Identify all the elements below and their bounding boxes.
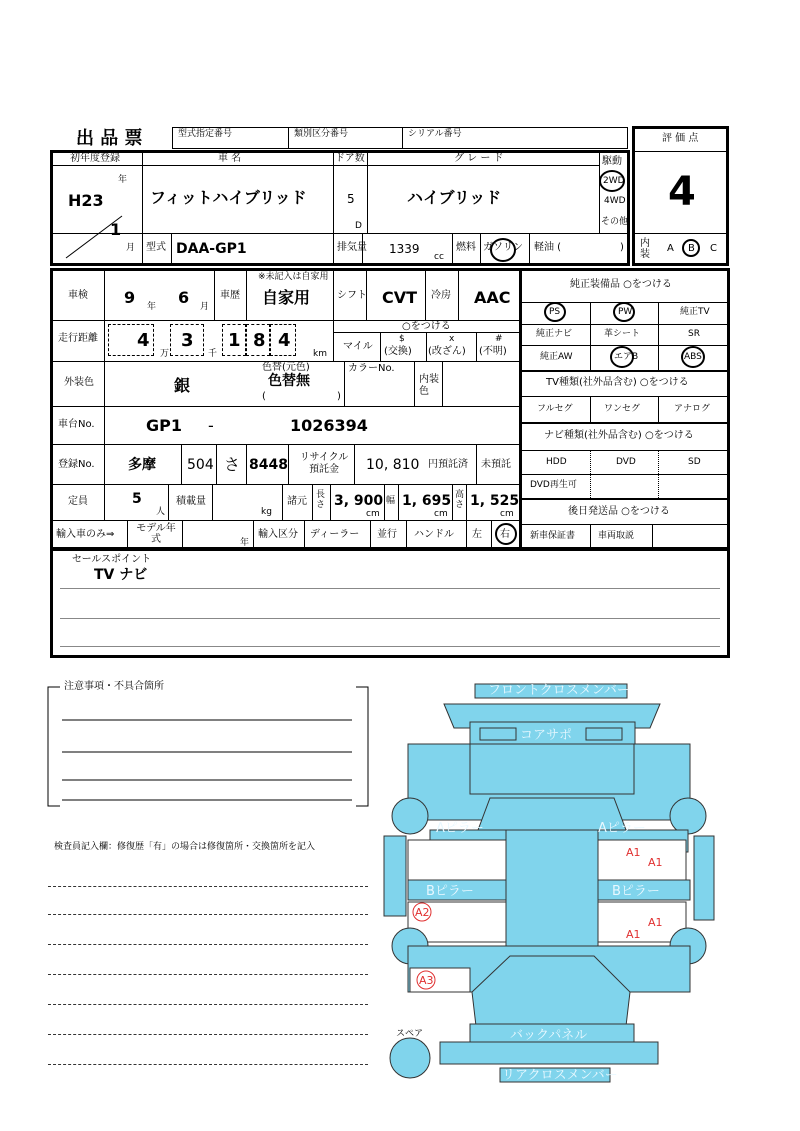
navi-dvd-play: DVD再生可 [530, 480, 577, 490]
damage-a1-3: A1 [648, 916, 663, 929]
width-unit: cm [434, 509, 448, 519]
later-manual: 車両取説 [598, 531, 635, 541]
sheet-title: 出 品 票 [76, 128, 143, 149]
floor-roof [506, 830, 598, 950]
spec-label: 諸元 [287, 496, 307, 507]
car-body-diagram [380, 680, 720, 1090]
fuel-label: 燃料 [456, 242, 476, 253]
score-label: 評 価 点 [662, 133, 699, 144]
spare-tire [390, 1038, 430, 1078]
mileage-digit-3: 1 [228, 330, 241, 351]
equip-leather: 革シート [604, 329, 641, 339]
drive-circle [599, 170, 625, 192]
spare-label: スペア [396, 1029, 424, 1039]
int-grade-c: C [710, 243, 717, 254]
history-label: 車歴 [220, 290, 240, 301]
fuel-light-oil-end: ) [620, 242, 624, 253]
history: 自家用 [262, 288, 311, 307]
shift-label: シフト [337, 290, 367, 301]
capacity-label: 定員 [68, 496, 88, 507]
mileage-digit-2: 3 [181, 330, 194, 351]
rear-cross-label: リアクロスメンバー [502, 1068, 618, 1083]
equip-abs: ABS [684, 352, 702, 362]
history-note: ※未記入は自家用 [258, 272, 329, 282]
handle-circle [495, 523, 517, 545]
capacity-unit: 人 [156, 507, 166, 517]
import-class-label: 輸入区分 [258, 529, 298, 540]
a-pillar-right-label: Aピラー [598, 821, 646, 836]
fuel-gasoline: ガソリン [483, 242, 523, 253]
displacement: 1339 [389, 242, 420, 256]
equip-navi: 純正ナビ [536, 329, 573, 339]
interior-grade-label: 内装 [640, 238, 650, 260]
equip-pw-circle [613, 302, 635, 322]
class-no-label: 類別区分番号 [294, 129, 349, 139]
door-label: ドア数 [335, 153, 365, 164]
inspection-year-unit: 年 [147, 302, 157, 312]
mileage-exchange-sym: $ [399, 334, 405, 344]
mileage-tamper-sym: x [449, 334, 455, 344]
right-side-outer [694, 836, 714, 920]
mileage-tamper: (改ざん) [428, 346, 466, 357]
damage-a1-4: A1 [626, 928, 641, 941]
mileage-unknown: (不明) [479, 346, 507, 357]
inspection-month: 6 [178, 288, 190, 307]
height-unit: cm [500, 509, 514, 519]
recycle-unit: 円預託済 [428, 459, 468, 470]
mileage-unit-man: 万 [160, 349, 170, 359]
grade-label: グ レ ー ド [454, 153, 504, 164]
navi-hdd: HDD [546, 457, 567, 467]
chassis-number: 1026394 [290, 416, 368, 435]
equip-tv: 純正TV [680, 307, 710, 317]
int-grade-a: A [667, 243, 674, 254]
damage-a1-2: A1 [648, 856, 663, 869]
inspection-label: 車検 [68, 290, 88, 301]
drive-2wd: 2WD [603, 176, 625, 186]
sales-point-label: セールスポイント [72, 554, 152, 565]
mileage-exchange: (交換) [384, 346, 412, 357]
door-suffix: D [355, 221, 362, 231]
ac-label: 冷房 [431, 290, 451, 301]
chassis-prefix: GP1 [146, 416, 182, 435]
fuel-light-oil: 軽油 ( [534, 242, 562, 253]
front-right-wheel [670, 798, 706, 834]
equip-airbag: エアB [614, 352, 639, 362]
car-name-label: 車 名 [218, 153, 242, 164]
drive-other: その他 [601, 217, 629, 227]
inspection-month-unit: 月 [200, 302, 210, 312]
doors: 5 [347, 192, 355, 206]
b-pillar-left-label: Bピラー [426, 884, 474, 899]
length: 3, 900 [334, 493, 384, 509]
mileage-unit-km: km [313, 349, 327, 359]
tv-analog: アナログ [674, 404, 711, 414]
left-side-outer [384, 836, 406, 916]
inspection-year: 9 [124, 288, 136, 307]
first-reg-month: 1 [110, 220, 122, 239]
equip-pw: PW [618, 307, 633, 317]
color-paren-r: ) [337, 391, 341, 402]
mileage-digit-5: 4 [278, 330, 291, 351]
color-change-label: 色替(元色) [262, 362, 310, 373]
color-value: 銀 [174, 376, 191, 395]
drive-4wd: 4WD [604, 196, 626, 206]
int-grade-b: B [688, 243, 695, 254]
notes-bracket [46, 686, 370, 808]
damage-a2: A2 [415, 906, 430, 919]
mileage-circle-note: ○をつける [402, 321, 451, 332]
handle-label: ハンドル [414, 529, 454, 540]
navi-title: ナビ種類(社外品含む) ○をつける [544, 430, 694, 441]
fuel-circle [490, 238, 516, 262]
interior-color-label: 内装色 [419, 374, 439, 397]
sales-point-text: TV ナビ [94, 567, 148, 583]
width-label: 幅 [386, 496, 396, 506]
equip-sr: SR [688, 329, 700, 339]
model-year-label: モデル年式 [136, 523, 176, 545]
displacement-unit: cc [434, 252, 444, 262]
displacement-label: 排気量 [337, 242, 367, 253]
mileage-mile: マイル [343, 341, 373, 352]
recycle-label: リサイクル預託金 [299, 452, 349, 475]
chassis-label: 車台No. [58, 419, 95, 430]
equip-ps-circle [544, 302, 566, 322]
color-paren-l: ( [262, 391, 266, 402]
damage-a3: A3 [419, 974, 434, 987]
color-change: 色替無 [268, 373, 310, 389]
width: 1, 695 [402, 493, 452, 509]
car-name: フィットハイブリッド [150, 188, 307, 207]
navi-dvd: DVD [616, 457, 636, 467]
reg-number: 8448 [249, 457, 288, 473]
later-title: 後日発送品 ○をつける [568, 506, 670, 517]
notes-title: 注意事項・不具合箇所 [64, 681, 164, 692]
import-dealer: ディーラー [310, 529, 360, 540]
capacity: 5 [132, 491, 142, 507]
drive-label: 駆動 [602, 156, 622, 167]
equip-ps: PS [549, 307, 561, 317]
tv-one: ワンセグ [604, 404, 641, 414]
score-value: 4 [668, 169, 696, 215]
mileage-digit-4: 8 [253, 330, 266, 351]
ac: AAC [474, 288, 511, 307]
navi-sd: SD [688, 457, 701, 467]
color-code-label: カラーNo. [348, 363, 395, 374]
inspector-note: 検査員記入欄：修復歴「有」の場合は修復箇所・交換箇所を記入 [54, 842, 316, 852]
damage-a1-1: A1 [626, 846, 641, 859]
equip-abs-circle [681, 346, 705, 368]
length-unit: cm [366, 509, 380, 519]
front-left-wheel [392, 798, 428, 834]
height: 1, 525 [470, 493, 520, 509]
tv-full: フルセグ [537, 404, 573, 414]
a-pillar-left-label: Aピラー [436, 821, 484, 836]
type-no-label: 型式指定番号 [178, 129, 233, 139]
shift: CVT [382, 288, 418, 307]
later-warranty: 新車保証書 [530, 531, 576, 541]
reg-class: 504 [187, 457, 214, 473]
load-label: 積載量 [176, 496, 206, 507]
model-value: DAA-GP1 [176, 241, 247, 257]
back-panel-label: バックパネル [510, 1028, 588, 1043]
reg-kana: さ [224, 455, 241, 474]
first-reg-era-year: H23 [68, 191, 104, 210]
equip-aw: 純正AW [540, 352, 573, 362]
reg-area: 多摩 [128, 457, 156, 473]
handle-right: 右 [500, 529, 510, 540]
model-year-unit: 年 [240, 538, 250, 548]
recycle-amount: 10, 810 [366, 457, 420, 473]
b-pillar-right-label: Bピラー [612, 884, 660, 899]
month-unit: 月 [126, 243, 136, 253]
mileage-unknown-sym: # [495, 334, 503, 344]
id-fields [172, 127, 628, 149]
length-label: 長さ [316, 490, 326, 510]
handle-left: 左 [472, 529, 482, 540]
serial-no-label: シリアル番号 [408, 129, 462, 139]
mileage-unit-sen: 千 [208, 349, 218, 359]
model-label: 型式 [146, 242, 166, 253]
height-label: 高さ [455, 490, 465, 510]
import-parallel: 並行 [377, 529, 397, 540]
import-label: 輸入車のみ⇒ [56, 529, 115, 540]
core-label: コアサポ [520, 728, 573, 743]
color-label: 外装色 [64, 377, 94, 388]
mileage-digit-1: 4 [137, 330, 150, 351]
grade: ハイブリッド [407, 188, 502, 207]
mileage-label: 走行距離 [58, 333, 98, 344]
equip-title: 純正装備品 ○をつける [570, 279, 672, 290]
equip-airbag-circle [610, 346, 634, 368]
first-reg-label: 初年度登録 [70, 153, 120, 164]
year-unit: 年 [118, 175, 128, 185]
recycle-unpaid: 未預託 [481, 459, 511, 470]
chassis-dash: - [208, 416, 214, 435]
int-grade-circle [682, 239, 700, 257]
rear-lower [440, 1042, 658, 1064]
tv-title: TV種類(社外品含む) ○をつける [546, 377, 689, 388]
front-cross-label: フロントクロスメンバー [488, 683, 630, 698]
sales-point-box [50, 548, 730, 658]
reg-label: 登録No. [58, 459, 95, 470]
date-slash [64, 214, 124, 260]
load-unit: kg [261, 507, 272, 517]
